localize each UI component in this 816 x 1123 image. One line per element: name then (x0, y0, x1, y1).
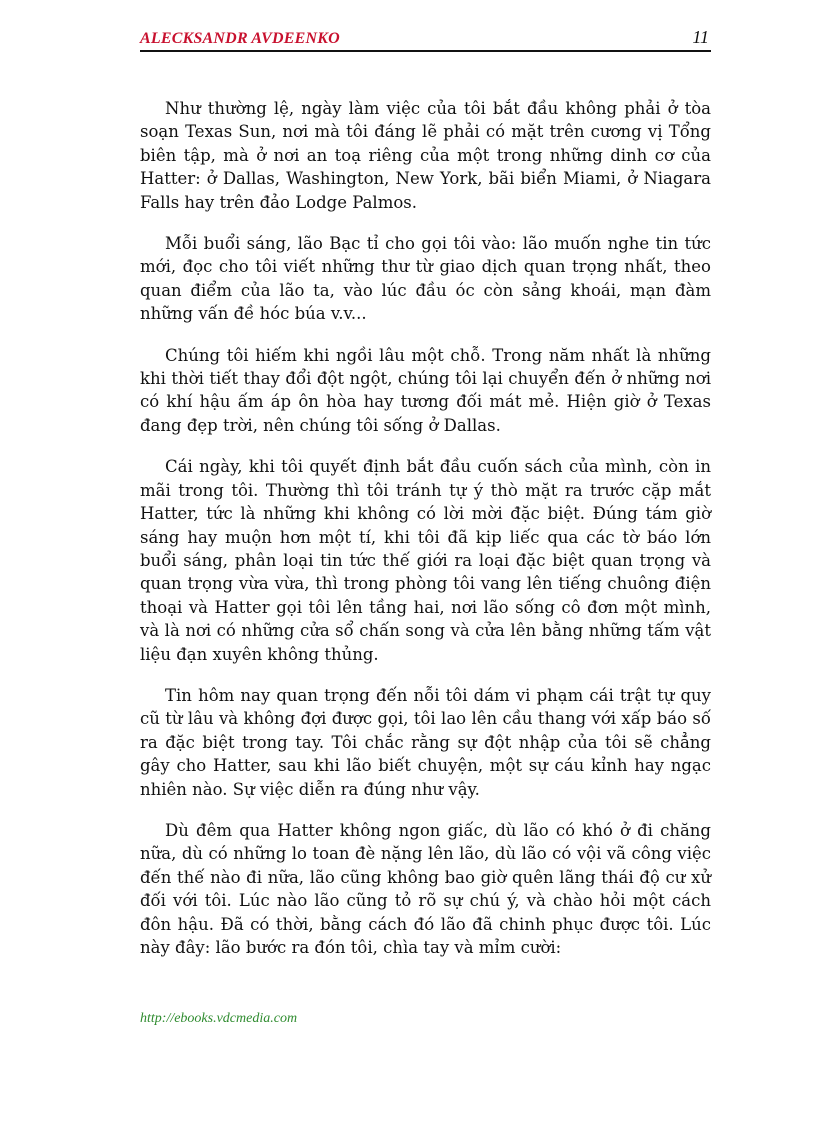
paragraph: Chúng tôi hiếm khi ngồi lâu một chỗ. Trong năm nhất là những khi thời tiết thay đổi đột ngột, chúng tôi lại chuyển đến ở những nơi có khí hậu ấm áp ôn hòa hay tương đối mát mẻ. Hiện giờ ở Texas đang đẹp trời, nên chúng tôi sống ở Dallas. (140, 345, 711, 435)
footer-link[interactable]: http://ebooks.vdcmedia.com (140, 1011, 298, 1026)
paragraph: Dù đêm qua Hatter không ngon giấc, dù lão có khó ở đi chăng nữa, dù có những lo toan đè nặng lên lão, dù lão có vội vã công việc đến thế nào đi nữa, lão cũng không bao giờ quên lãng thái độ cư xử đối với tôi. Lúc nào lão cũng tỏ rõ sự chú ý, và chào hỏi một cách đôn hậu. Đã có thời, bằng cách đó lão đã chinh phục được tôi. Lúc này đây: lão bước ra đón tôi, chìa tay và mỉm cười: (140, 820, 711, 957)
page-number: 11 (692, 27, 709, 47)
paragraph: Mỗi buổi sáng, lão Bạc tỉ cho gọi tôi vào: lão muốn nghe tin tức mới, đọc cho tôi viết những thư từ giao dịch quan trọng nhất, theo quan điểm của lão ta, vào lúc đầu óc còn sảng khoái, mạn đàm những vấn đề hóc búa v.v... (140, 234, 711, 324)
paragraph: Cái ngày, khi tôi quyết định bắt đầu cuốn sách của mình, còn in mãi trong tôi. Thường thì tôi tránh tự ý thò mặt ra trước cặp mắt Hatter, tức là những khi không có lời mời đặc biệt. Đúng tám giờ sáng hay muộn hơn một tí, khi tôi đã kịp liếc qua các tờ báo lớn buổi sáng, phân loại tin tức thế giới ra loại đặc biệt quan trọng và quan trọng vừa vừa, thì trong phòng tôi vang lên tiếng chuông điện thoại và Hatter gọi tôi lên tầng hai, nơi lão sống cô đơn một mình, và là nơi có những cửa sổ chấn song và cửa lên bằng những tấm vật liệu đạn xuyên không thủng. (140, 457, 711, 664)
body-text (140, 97, 711, 977)
author-name: ALECKSANDR AVDEENKO (140, 30, 340, 47)
page-header (140, 28, 711, 52)
paragraph: Tin hôm nay quan trọng đến nỗi tôi dám vi phạm cái trật tự quy cũ từ lâu và không đợi được gọi, tôi lao lên cầu thang với xấp báo số ra đặc biệt trong tay. Tôi chắc rằng sự đột nhập của tôi sẽ chẳng gây cho Hatter, sau khi lão biết chuyện, một sự cáu kỉnh hay ngạc nhiên nào. Sự việc diễn ra đúng như vậy. (140, 685, 711, 799)
paragraph: Như thường lệ, ngày làm việc của tôi bắt đầu không phải ở tòa soạn Texas Sun, nơi mà tôi đáng lẽ phải có mặt trên cương vị Tổng biên tập, mà ở nơi an toạ riêng của một trong những dinh cơ của Hatter: ở Dallas, Washington, New York, bãi biển Miami, ở Niagara Falls hay trên đảo Lodge Palmos. (140, 99, 711, 212)
